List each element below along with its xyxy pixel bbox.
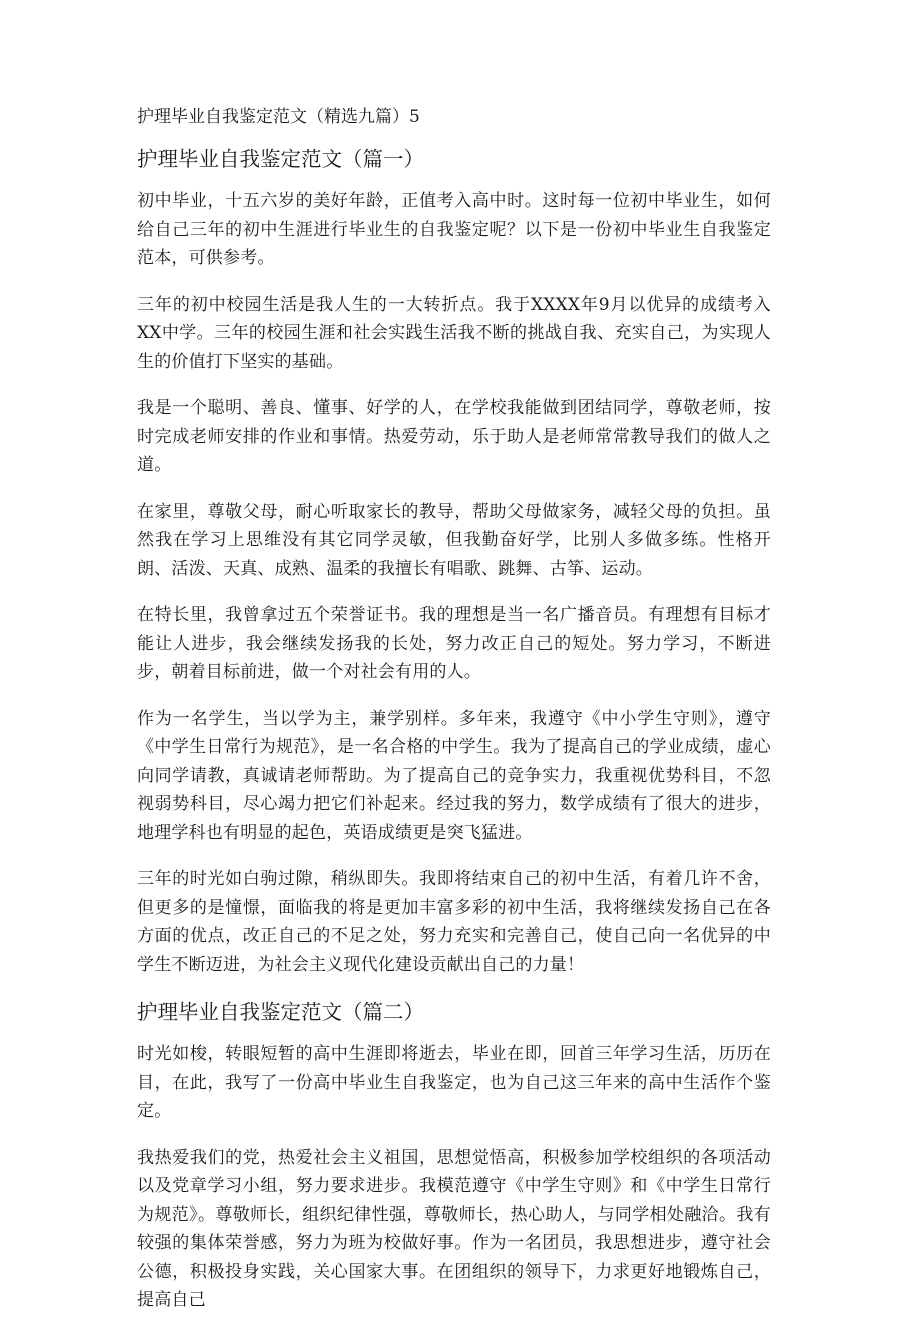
paragraph: 作为一名学生，当以学为主，兼学别样。多年来，我遵守《中小学生守则》，遵守《中学生日常行为规范》，是一名合格的中学生。我为了提高自己的学业成绩，虚心向同学请教，真诚请老师帮助。为了提高自己的竞争实力，我重视优势科目，不忽视弱势科目，尽心竭力把它们补起来。经过我的努力，数学成绩有了很大的进步，地理学科也有明显的起色，英语成绩更是突飞猛进。 [137,708,771,843]
section-2 [137,997,771,1315]
document-title: 护理毕业自我鉴定范文（精选九篇）5 [137,107,420,127]
paragraph: 时光如梭，转眼短暂的高中生涯即将逝去，毕业在即，回首三年学习生活，历历在目，在此，我写了一份高中毕业生自我鉴定，也为自己这三年来的高中生活作个鉴定。 [137,1044,771,1121]
section-heading: 护理毕业自我鉴定范文（篇一） [137,147,424,171]
paragraph: 三年的时光如白驹过隙，稍纵即失。我即将结束自己的初中生活，有着几许不舍，但更多的是憧憬，面临我的将是更加丰富多彩的初中生活，我将继续发扬自己在各方面的优点，改正自己的不足之处，努力充实和完善自己，使自己向一名优异的中学生不断迈进，为社会主义现代化建设贡献出自己的力量！ [137,869,771,975]
paragraph: 在特长里，我曾拿过五个荣誉证书。我的理想是当一名广播音员。有理想有目标才能让人进步，我会继续发扬我的长处，努力改正自己的短处。努力学习，不断进步，朝着目标前进，做一个对社会有用的人。 [137,605,771,682]
paragraph: 初中毕业，十五六岁的美好年龄，正值考入高中时。这时每一位初中毕业生，如何给自己三年的初中生涯进行毕业生的自我鉴定呢？以下是一份初中毕业生自我鉴定范本，可供参考。 [137,191,771,268]
document-page [137,104,771,1333]
section-1 [137,144,771,979]
paragraph: 在家里，尊敬父母，耐心听取家长的教导，帮助父母做家务，减轻父母的负担。虽然我在学习上思维没有其它同学灵敏，但我勤奋好学，比别人多做多练。性格开朗、活泼、天真、成熟、温柔的我擅长有唱歌、跳舞、古筝、运动。 [137,501,771,579]
paragraph: 三年的初中校园生活是我人生的一大转折点。我于XXXX年9月以优异的成绩考入XX中学。三年的校园生涯和社会实践生活我不断的挑战自我、充实自己，为实现人生的价值打下坚实的基础。 [137,294,771,372]
paragraph: 我是一个聪明、善良、懂事、好学的人，在学校我能做到团结同学，尊敬老师，按时完成老师安排的作业和事情。热爱劳动，乐于助人是老师常常教导我们的做人之道。 [137,398,771,475]
section-heading: 护理毕业自我鉴定范文（篇二） [137,1000,424,1024]
paragraph: 我热爱我们的党，热爱社会主义祖国，思想觉悟高，积极参加学校组织的各项活动以及党章学习小组，努力要求进步。我模范遵守《中学生守则》和《中学生日常行为规范》。尊敬师长，组织纪律性强，尊敬师长，热心助人，与同学相处融洽。我有较强的集体荣誉感，努力为班为校做好事。作为一名团员，我思想进步，遵守社会公德，积极投身实践，关心国家大事。在团组织的领导下，力求更好地锻炼自己，提高自己 [137,1147,771,1310]
